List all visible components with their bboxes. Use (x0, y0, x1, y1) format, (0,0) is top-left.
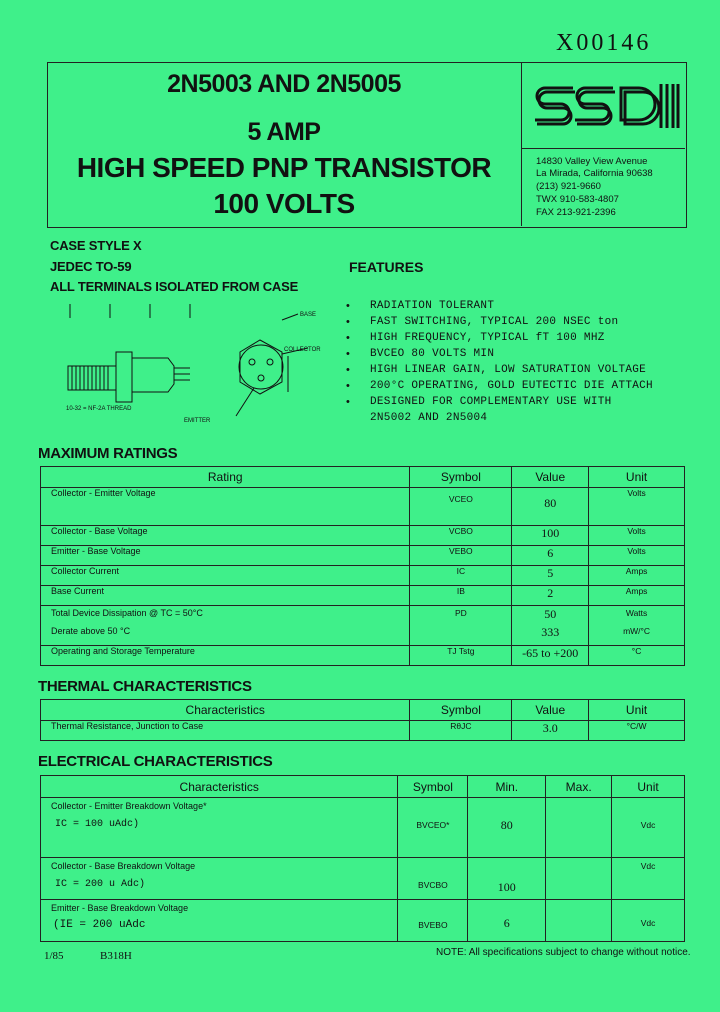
rating-value: 6 (512, 546, 589, 566)
rating-symbol: IC (410, 566, 512, 586)
dissipation-symbol: PD (454, 608, 467, 618)
elec-max (546, 858, 612, 900)
elec-max (546, 900, 612, 942)
bullet-icon: • (346, 380, 351, 392)
logo-divider (521, 148, 685, 149)
max-ratings-table (40, 466, 685, 666)
case-style: CASE STYLE X (50, 238, 142, 253)
footer-code: B318H (100, 950, 132, 962)
table-row (41, 798, 685, 858)
col-header: Characteristics (41, 700, 410, 721)
elec-condition: (IE = 200 uAdc (53, 919, 146, 931)
package-drawing (50, 296, 340, 430)
elec-condition: IC = 100 uAdc) (55, 819, 140, 830)
rating-unit: Amps (589, 566, 685, 586)
elec-unit: Vdc (612, 900, 685, 942)
elec-label: Emitter - Base Breakdown Voltage (51, 903, 189, 913)
col-header: Characteristics (41, 776, 398, 798)
voltage-rating: 100 VOLTS (213, 188, 355, 219)
derate-label: Derate above 50 °C (51, 626, 131, 636)
isolation-note: ALL TERMINALS ISOLATED FROM CASE (50, 279, 299, 294)
elec-symbol: BVCBO (398, 858, 468, 900)
col-header: Value (512, 467, 589, 488)
rating-label (41, 606, 410, 646)
address-fax: FAX 213-921-2396 (536, 207, 616, 218)
rating-symbol: VCEO (410, 488, 512, 526)
derate-unit: mW/°C (623, 626, 651, 636)
derate-value: 333 (541, 625, 560, 639)
col-header: Unit (612, 776, 685, 798)
elec-max (546, 798, 612, 858)
features-heading: FEATURES (349, 259, 424, 275)
footer-note: NOTE: All specifications subject to change without notice. (436, 947, 691, 958)
table-row (41, 566, 685, 586)
thermal-label: Thermal Resistance, Junction to Case (41, 721, 410, 741)
elec-condition: IC = 200 u Adc) (55, 879, 146, 890)
elec-min: 80 (468, 798, 546, 858)
rating-unit: Volts (589, 488, 685, 526)
thermal-heading: THERMAL CHARACTERISTICS (38, 678, 252, 695)
rating-label: Emitter - Base Voltage (41, 546, 410, 566)
base-label: BASE (300, 312, 317, 318)
col-header: Max. (546, 776, 612, 798)
table-row (41, 488, 685, 526)
elec-label: Collector - Base Breakdown Voltage (51, 861, 196, 871)
header-divider (521, 62, 522, 226)
rating-value: 100 (512, 526, 589, 546)
rating-unit: °C (589, 646, 685, 666)
bullet-icon: • (346, 364, 351, 376)
rating-label: Operating and Storage Temperature (41, 646, 410, 666)
bullet-icon: • (346, 348, 351, 360)
col-header: Symbol (398, 776, 468, 798)
col-header: Unit (589, 467, 685, 488)
table-row (41, 606, 685, 646)
col-header: Rating (41, 467, 410, 488)
emitter-label: EMITTER (184, 418, 211, 424)
dissipation-value: 50 (544, 607, 557, 621)
elec-min: 100 (468, 858, 546, 900)
table-row (41, 646, 685, 666)
elec-min: 6 (468, 900, 546, 942)
bullet-icon: • (346, 396, 351, 408)
rating-value (512, 606, 589, 646)
rating-symbol: VEBO (410, 546, 512, 566)
thread-label: 10-32 = NF-2A THREAD (66, 406, 132, 412)
thermal-unit: °C/W (589, 721, 685, 741)
rating-label: Collector Current (41, 566, 410, 586)
rating-value: -65 to +200 (512, 646, 589, 666)
device-description: HIGH SPEED PNP TRANSISTOR (76, 152, 492, 183)
handwritten-note: X00146 (556, 30, 652, 56)
table-row (41, 900, 685, 942)
table-row (41, 721, 685, 741)
rating-unit (589, 606, 685, 646)
rating-value: 2 (512, 586, 589, 606)
elec-unit: Vdc (612, 858, 685, 900)
table-row (41, 526, 685, 546)
thermal-symbol: RθJC (410, 721, 512, 741)
electrical-table (40, 775, 685, 942)
thermal-table (40, 699, 685, 741)
col-header: Symbol (410, 467, 512, 488)
bullet-icon: • (346, 300, 351, 312)
col-header: Symbol (410, 700, 512, 721)
elec-label-cell (41, 798, 398, 858)
collector-label: COLLECTOR (284, 347, 321, 353)
rating-symbol: VCBO (410, 526, 512, 546)
rating-value: 80 (512, 488, 589, 526)
rating-unit: Volts (589, 526, 685, 546)
bullet-icon: • (346, 316, 351, 328)
table-row (41, 858, 685, 900)
ssdi-logo (531, 70, 681, 142)
rating-label: Collector - Base Voltage (41, 526, 410, 546)
address-twx: TWX 910-583-4807 (536, 194, 619, 205)
rating-value: 5 (512, 566, 589, 586)
jedec-package: JEDEC TO-59 (50, 259, 132, 274)
col-header: Unit (589, 700, 685, 721)
rating-label: Base Current (41, 586, 410, 606)
col-header: Value (512, 700, 589, 721)
max-ratings-heading: MAXIMUM RATINGS (38, 445, 178, 462)
rating-symbol: IB (410, 586, 512, 606)
elec-label-cell (41, 858, 398, 900)
table-row (41, 546, 685, 566)
elec-symbol: BVEBO (398, 900, 468, 942)
rating-symbol: TJ Tstg (410, 646, 512, 666)
elec-label: Collector - Emitter Breakdown Voltage* (51, 801, 207, 811)
dissipation-unit: Watts (625, 608, 648, 618)
electrical-heading: ELECTRICAL CHARACTERISTICS (38, 753, 273, 770)
rating-symbol (410, 606, 512, 646)
current-rating: 5 AMP (247, 118, 321, 146)
elec-unit: Vdc (612, 798, 685, 858)
address-phone: (213) 921-9660 (536, 181, 601, 192)
elec-label-cell (41, 900, 398, 942)
table-row (41, 586, 685, 606)
rating-unit: Amps (589, 586, 685, 606)
bullet-icon: • (346, 332, 351, 344)
dissipation-label: Total Device Dissipation @ TC = 50°C (51, 608, 203, 618)
part-numbers: 2N5003 AND 2N5005 (167, 70, 401, 98)
rating-label: Collector - Emitter Voltage (41, 488, 410, 526)
col-header: Min. (468, 776, 546, 798)
rating-unit: Volts (589, 546, 685, 566)
address-street: 14830 Valley View Avenue (536, 156, 648, 167)
thermal-value: 3.0 (512, 721, 589, 741)
address-city: La Mirada, California 90638 (536, 168, 653, 179)
footer-date: 1/85 (44, 950, 64, 962)
elec-symbol: BVCEO* (398, 798, 468, 858)
